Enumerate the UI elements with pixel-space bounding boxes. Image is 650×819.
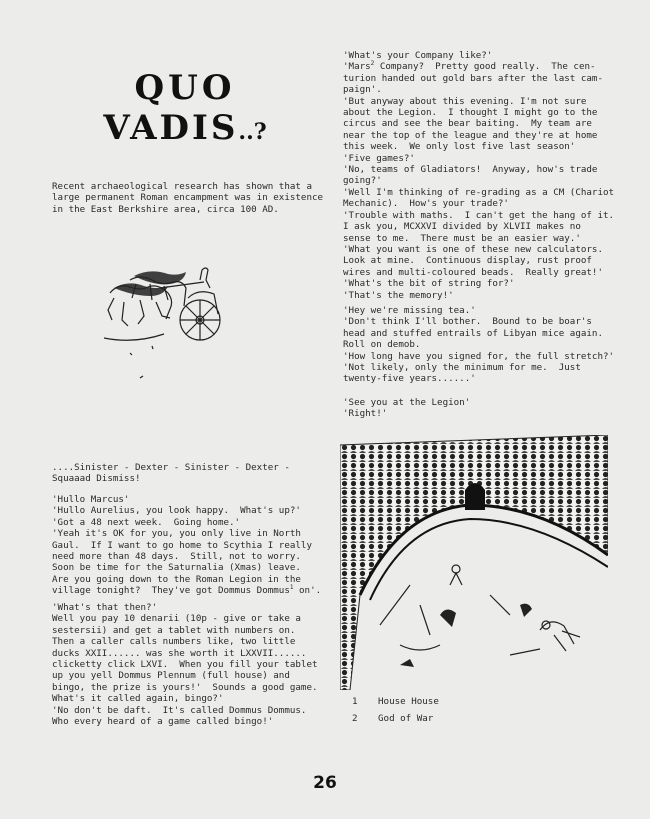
footnote-ref-2: 2	[370, 60, 375, 68]
footnote-2-text: God of War	[378, 713, 434, 724]
title-line-1: QUO	[134, 68, 236, 108]
drill-command: ....Sinister - Dexter - Sinister - Dexter - Squaaad Dismiss!	[52, 462, 290, 485]
footnote-2-number: 2	[352, 713, 358, 724]
footnote-ref-1: 1	[289, 584, 294, 592]
dialogue-left-2: 'What's that then?' Well you pay 10 denarii (10p - give or take a sestersii) and get a tablet with numbers on. Then a caller calls numbers like, two little ducks XXII...... was she worth it LXXVII...... clicketty click LXVI. When you fill your tablet up you yell Dommus Plennum (full house) and bingo, the prize is yours!' Sounds a good game. What's it called again, bingo?' 'No don't be daft. It's called Dommus Dommus. Who every heard of a game called bingo!'	[52, 602, 318, 728]
intro-paragraph: Recent archaeological research has shown that a large permanent Roman encampment was in existence in the East Berkshire area, circa 100 AD.	[52, 181, 324, 215]
page-number: 26	[313, 773, 337, 793]
footnote-1-text: House House	[378, 696, 439, 707]
dialogue-left-1	[52, 494, 321, 597]
arena-illustration	[340, 435, 608, 690]
dialogue-right-2: 'Hey we're missing tea.' 'Don't think I'll bother. Bound to be boar's head and stuffed entrails of Libyan mice again. Roll on demob. 'How long have you signed for, the full stretch?' 'Not likely, only the minimum for me. Just twenty-five years......'	[343, 305, 615, 385]
title-line-2	[95, 108, 275, 148]
dialogue-right-1-a: 'What's your Company like?' 'Mars	[343, 50, 493, 73]
title-suffix: ..?	[238, 119, 267, 145]
dialogue-left-1-body: 'Hullo Marcus' 'Hullo Aurelius, you look happy. What's up?' 'Got a 48 next week. Going home.' 'Yeah it's OK for you, you only live in North Gaul. If I want to go home to Scythia I really need more than 48 days. Still, not to worry. Soon be time for the Saturnalia (Xmas) leave. Are you going down to the Roman Legion in the village tonight? They've got Dommus Dommus	[52, 494, 312, 597]
dialogue-right-3: 'See you at the Legion' 'Right!'	[343, 397, 471, 420]
dialogue-left-1-tail: on'.	[293, 585, 322, 597]
dialogue-right-1-b: Company? Pretty good really. The cen- turion handed out gold bars after the last cam- paign'. 'But anyway about this evening. I'm not sure about the Legion. I thought I might go to the circus and see the bear baiting. My team are near the top of the league and they're at home this week. We only lost five last season' 'Five games?' 'No, teams of Gladiators! Anyway, how's trade going?' 'Well I'm thinking of re-grading as a CM (Chariot Mechanic). How's your trade?' 'Trouble with maths. I can't get the hang of it. I ask you, MCXXVI divided by XLVII makes no sense to me. There must be an easier way.' 'What you want is one of these new calculators. Look at mine. Continuous display, rust proof wires and multi-coloured beads. Really great!' 'What's the bit of string for?' 'That's the memory!'	[343, 61, 615, 301]
dialogue-right-1	[343, 50, 628, 301]
chariot-illustration	[100, 258, 250, 388]
footnote-1-number: 1	[352, 696, 358, 707]
title-word: VADIS	[103, 108, 239, 148]
